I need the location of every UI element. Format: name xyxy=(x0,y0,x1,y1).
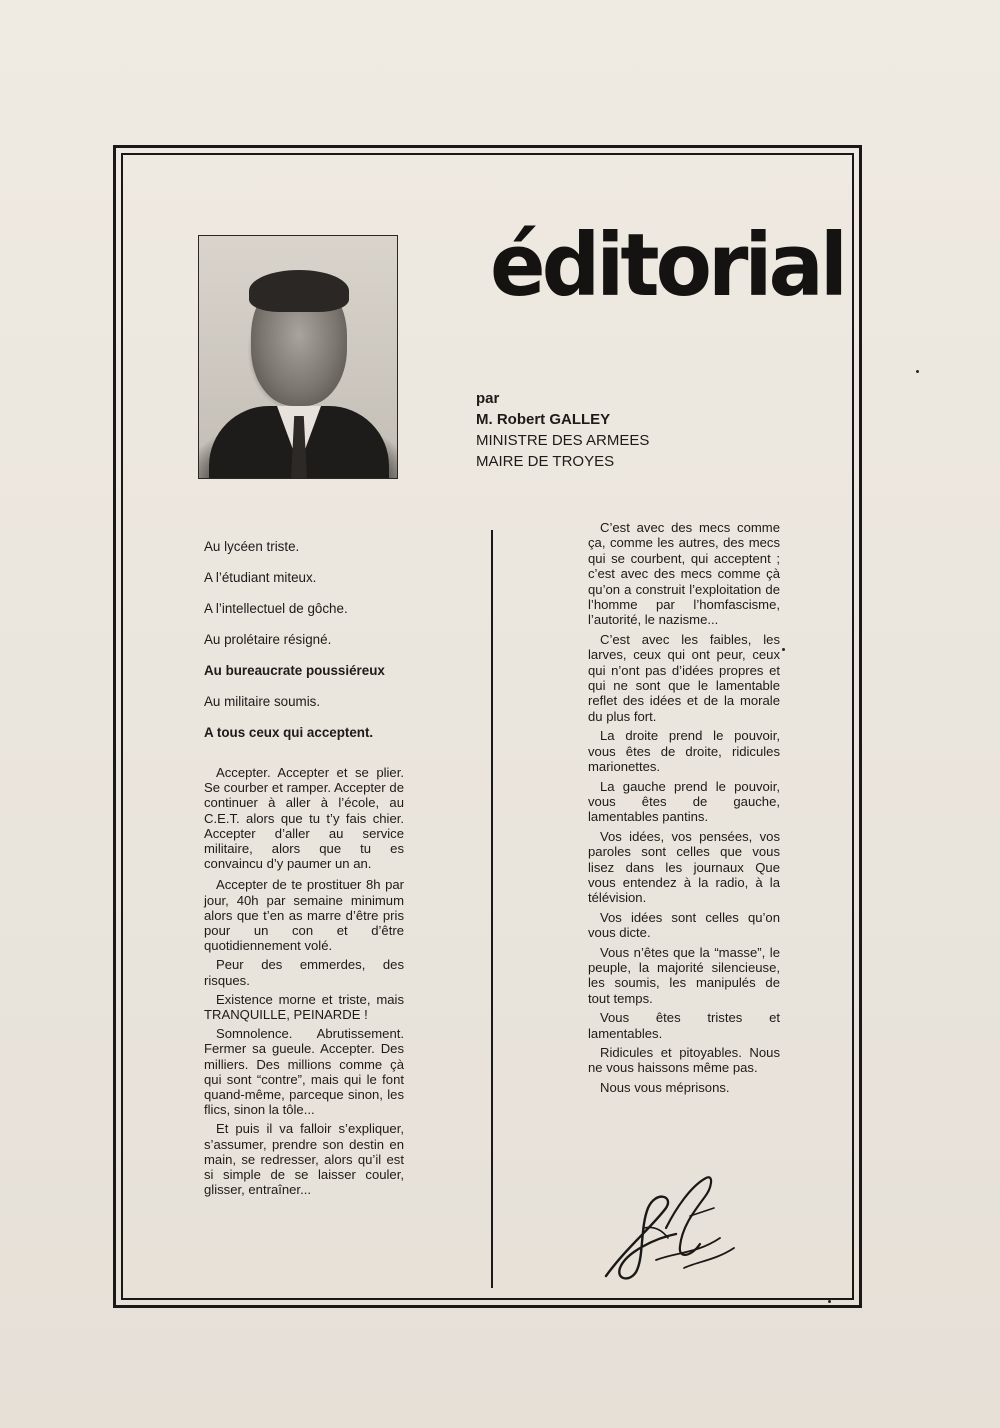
right-column-text xyxy=(588,520,780,1099)
byline-par: par xyxy=(476,390,500,407)
left-column-text xyxy=(204,765,404,1201)
left-paragraph: Accepter. Accepter et se plier. Se courber et ramper. Accepter de continuer à aller à l’école, au C.E.T. alors que tu t’y fais chier. Accepter d’aller au service militaire, alors que tu es convaincu d’y paumer un an. xyxy=(204,765,404,872)
page-title: éditorial xyxy=(490,216,844,316)
right-paragraph: Vos idées sont celles qu’on vous dicte. xyxy=(588,909,780,941)
right-paragraph: Vous n’êtes que la “masse”, le peuple, la majorité silencieuse, les soumis, les manipulés de tout temps. xyxy=(588,944,780,1006)
author-name: M. Robert GALLEY xyxy=(476,411,611,428)
right-paragraph: C’est avec les faibles, les larves, ceux qui ont peur, ceux qui n’ont pas d’idées propres et qui ne sont que le lamentable reflet des idées et de la morale du plus fort. xyxy=(588,631,780,724)
dedication-line: Au bureaucrate poussiéreux xyxy=(204,663,385,678)
left-paragraph: Existence morne et triste, mais TRANQUILLE, PEINARDE ! xyxy=(204,991,404,1023)
portrait-photo xyxy=(198,235,398,479)
author-role-2: MAIRE DE TROYES xyxy=(476,453,615,470)
speck xyxy=(782,648,785,651)
right-paragraph: C’est avec des mecs comme ça, comme les autres, des mecs qui se courbent, qui acceptent ; c’est avec des mecs comme çà qu’on a construit l’exploitation de l’homme par l’homfascisme, l’autorité, le nazisme... xyxy=(588,520,780,628)
photo-hair xyxy=(249,270,349,312)
dedications-block xyxy=(204,538,404,755)
dedication-line: A l’étudiant miteux. xyxy=(204,570,317,585)
right-paragraph: La droite prend le pouvoir, vous êtes de droite, ridicules marionettes. xyxy=(588,728,780,775)
dedications-list xyxy=(204,538,404,755)
left-paragraph: Accepter de te prostituer 8h par jour, 40h par semaine minimum alors que t’en as marre d’être pris pour un con et d’être quotidiennement volé. xyxy=(204,877,404,954)
byline xyxy=(476,388,649,472)
dedication-line: A tous ceux qui acceptent. xyxy=(204,725,374,740)
left-paragraph: Somnolence. Abrutissement. Fermer sa gueule. Accepter. Des milliers. Des millions comme çà qui sont “contre”, mais qui le font quand-même, parceque sinon, les flics, sinon la tôle... xyxy=(204,1026,404,1118)
right-paragraph: Vous êtes tristes et lamentables. xyxy=(588,1010,780,1041)
right-paragraph: Nous vous méprisons. xyxy=(600,1079,730,1095)
dedication-line: Au militaire soumis. xyxy=(204,694,321,709)
speck xyxy=(916,370,919,373)
right-paragraph: Vos idées, vos pensées, vos paroles sont celles que vous lisez dans les journaux Que vous entendez à la radio, à la télévision. xyxy=(588,828,780,906)
left-paragraph: Et puis il va falloir s’expliquer, s’assumer, prendre son destin en main, se redresser, alors qu’il est si simple de se laisser couler, glisser, entraîner... xyxy=(204,1121,404,1198)
author-role-1: MINISTRE DES ARMEES xyxy=(476,432,650,449)
handwritten-signature xyxy=(596,1168,746,1292)
right-paragraph: Ridicules et pitoyables. Nous ne vous haissons même pas. xyxy=(588,1045,780,1076)
dedication-line: Au lycéen triste. xyxy=(204,539,300,554)
right-paragraph: La gauche prend le pouvoir, vous êtes de gauche, lamentables pantins. xyxy=(588,778,780,825)
left-paragraph: Peur des emmerdes, des risques. xyxy=(204,957,404,988)
column-divider xyxy=(491,530,493,1288)
speck xyxy=(828,1300,831,1303)
dedication-line: Au prolétaire résigné. xyxy=(204,632,332,647)
dedication-line: A l’intellectuel de gôche. xyxy=(204,601,348,616)
